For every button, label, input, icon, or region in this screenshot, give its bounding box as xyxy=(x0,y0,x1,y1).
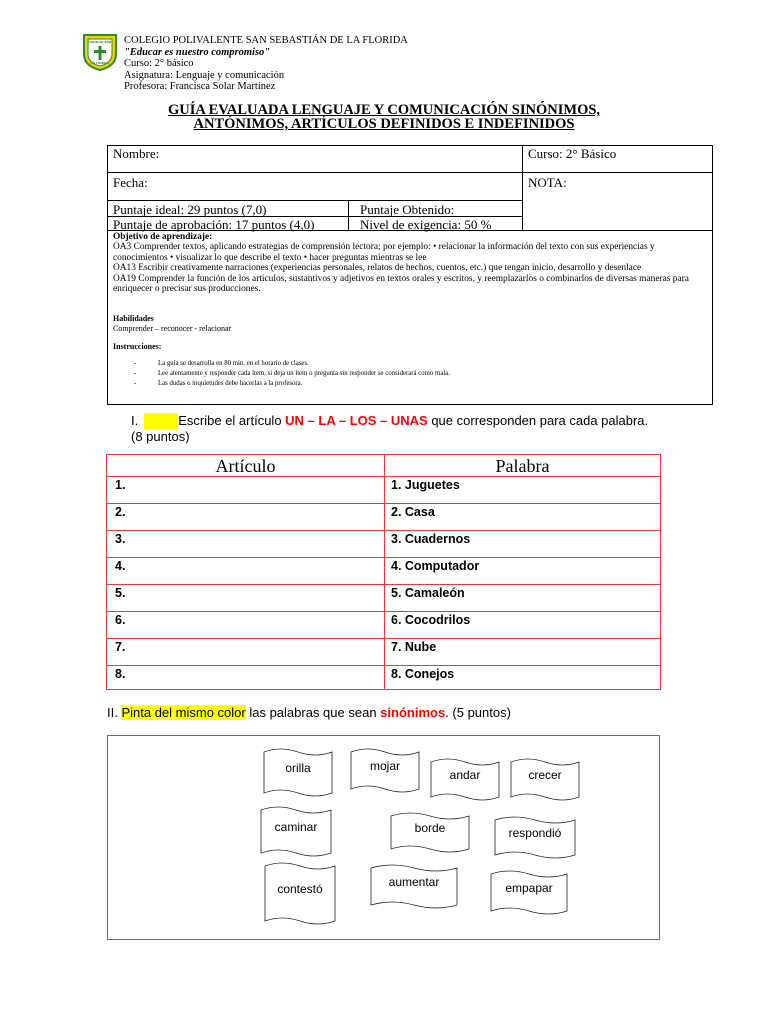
school-name: COLEGIO POLIVALENTE SAN SEBASTIÁN DE LA FLORIDA xyxy=(124,35,408,46)
section-1-instruction-end: que corresponden para cada palabra. (8 puntos) xyxy=(131,413,649,444)
skills-list: Comprender – reconocer - relacionar xyxy=(113,324,232,333)
synonyms-box xyxy=(107,735,660,940)
objective-oa19: OA19 Comprender la función de los artículos, sustantivos y adjetivos en textos orales y escritos, y reemplazarlos o combinarlos de diversas maneras para enriquecer o precisar sus producciones. xyxy=(113,273,689,295)
articulo-cell[interactable]: 2. xyxy=(115,505,126,519)
palabra-cell: 3. Cuadernos xyxy=(391,532,471,546)
palabra-cell: 4. Computador xyxy=(391,559,480,573)
section-1-instruction: Escribe el artículo xyxy=(178,413,286,428)
word-label: crecer xyxy=(528,768,562,782)
curso-label: Curso: 2° Básico xyxy=(528,146,617,161)
title-line-2: ANTÓNIMOS, ARTÍCULOS DEFINIDOS E INDEFINIDOS xyxy=(193,116,575,132)
table-row-divider xyxy=(107,557,660,558)
articulo-cell[interactable]: 6. xyxy=(115,613,126,627)
articulo-cell[interactable]: 3. xyxy=(115,532,126,546)
instruction-item: - La guía se desarrolla en 80 min. en el horario de clases. xyxy=(135,359,450,369)
word-card-aumentar[interactable] xyxy=(370,864,458,910)
school-motto: "Educar es nuestro compromiso" xyxy=(124,46,271,58)
course-label: Curso: 2° básico xyxy=(124,58,194,69)
word-label: borde xyxy=(414,821,446,835)
word-label: contestó xyxy=(277,882,323,896)
table-row-divider xyxy=(107,530,660,531)
section-1-numeral: I. xyxy=(131,413,139,428)
table-row-divider xyxy=(107,584,660,585)
learning-objectives xyxy=(113,232,708,294)
word-card-orilla[interactable] xyxy=(263,748,333,798)
teacher-label: Profesora: Francisca Solar Martínez xyxy=(124,81,276,92)
table-header-palabra: Palabra xyxy=(495,456,550,476)
school-logo xyxy=(80,32,120,72)
instructions-title: Instrucciones: xyxy=(113,342,162,351)
word-card-andar[interactable] xyxy=(430,758,500,802)
section-1-articles: UN – LA – LOS – UNAS xyxy=(285,413,428,428)
articulo-cell[interactable]: 4. xyxy=(115,559,126,573)
word-label: mojar xyxy=(369,759,400,773)
section-2-instruction-end: . (5 puntos) xyxy=(445,705,511,720)
nombre-field[interactable]: Nombre: xyxy=(113,146,160,161)
palabra-cell: 6. Cocodrilos xyxy=(391,613,471,627)
svg-text:COLEGIO SAN: COLEGIO SAN xyxy=(88,40,112,44)
word-label: empapar xyxy=(505,881,553,895)
svg-text:LA FLORIDA: LA FLORIDA xyxy=(91,62,109,65)
section-2-numeral: II. xyxy=(107,705,122,720)
word-label: respondió xyxy=(508,826,562,840)
word-card-empapar[interactable] xyxy=(490,870,568,916)
articulo-cell[interactable]: 7. xyxy=(115,640,126,654)
articulo-cell[interactable]: 8. xyxy=(115,667,126,681)
fecha-field[interactable]: Fecha: xyxy=(113,175,148,190)
palabra-cell: 2. Casa xyxy=(391,505,435,519)
table-row-divider xyxy=(107,476,660,477)
palabra-cell: 7. Nube xyxy=(391,640,437,654)
word-label: andar xyxy=(449,768,481,782)
puntaje-obtenido-field[interactable]: Puntaje Obtenido: xyxy=(360,202,455,217)
table-header-articulo: Artículo xyxy=(215,456,276,476)
word-card-caminar[interactable] xyxy=(260,806,332,858)
word-label: aumentar xyxy=(388,875,440,889)
word-label: orilla xyxy=(285,761,311,775)
table-row-divider xyxy=(107,611,660,612)
word-card-respondió[interactable] xyxy=(494,816,576,860)
articulo-cell[interactable]: 1. xyxy=(115,478,126,492)
instruction-item: - Lee atentamente y responder cada ítem, si deja un ítem o pregunta sin responder se considerará como mala. xyxy=(135,369,450,379)
subject-label: Asignatura: Lenguaje y comunicación xyxy=(124,69,285,81)
palabra-cell: 8. Conejos xyxy=(391,667,455,681)
section-2-instruction: las palabras que sean xyxy=(245,705,381,720)
instruction-item: - Las dudas o inquietudes debe hacerlas a la profesora. xyxy=(135,379,450,389)
skills-section xyxy=(113,314,231,334)
palabra-cell: 1. Juguetes xyxy=(391,478,460,492)
articles-table xyxy=(106,454,661,690)
table-row-divider xyxy=(107,638,660,639)
title-line-1: GUÍA EVALUADA LENGUAJE Y COMUNICACIÓN SINÓNIMOS, xyxy=(167,102,601,118)
instructions-list xyxy=(135,359,450,388)
articulo-cell[interactable]: 5. xyxy=(115,586,126,600)
word-card-contestó[interactable] xyxy=(264,862,336,926)
section-2-prompt xyxy=(107,705,511,720)
palabra-cell: 5. Camaleón xyxy=(391,586,465,600)
objective-oa3: OA3 Comprender textos, aplicando estrategias de comprensión lectora; por ejemplo: • relacionar la información del texto con sus experiencias y conocimientos • visualizar lo que describe el texto • hacer preguntas mientras se lee xyxy=(113,242,655,263)
word-card-mojar[interactable] xyxy=(350,748,420,794)
word-card-borde[interactable] xyxy=(390,812,470,854)
section-2-highlight: Pinta del mismo color xyxy=(121,705,246,720)
document-title xyxy=(0,103,768,131)
skills-title: Habilidades xyxy=(113,314,154,323)
objective-oa13: OA13 Escribir creativamente narraciones (experiencias personales, relatos de hechos, cuentos, etc.) que tengan inicio, desarrollo y desenlace xyxy=(113,263,642,274)
word-label: caminar xyxy=(274,820,318,834)
puntaje-aprobacion: Puntaje de aprobación: 17 puntos (4,0) xyxy=(113,217,315,232)
school-header xyxy=(124,35,408,93)
table-row-divider xyxy=(107,665,660,666)
objetivo-title: Objetivo de aprendizaje: xyxy=(113,232,213,242)
puntaje-ideal: Puntaje ideal: 29 puntos (7,0) xyxy=(113,202,267,217)
section-2-keyword: sinónimos xyxy=(380,705,446,720)
nivel-exigencia: Nivel de exigencia: 50 % xyxy=(360,217,492,232)
section-1-prompt xyxy=(131,413,651,445)
nota-field[interactable]: NOTA: xyxy=(528,175,567,190)
word-card-crecer[interactable] xyxy=(510,758,580,802)
table-row-divider xyxy=(107,503,660,504)
